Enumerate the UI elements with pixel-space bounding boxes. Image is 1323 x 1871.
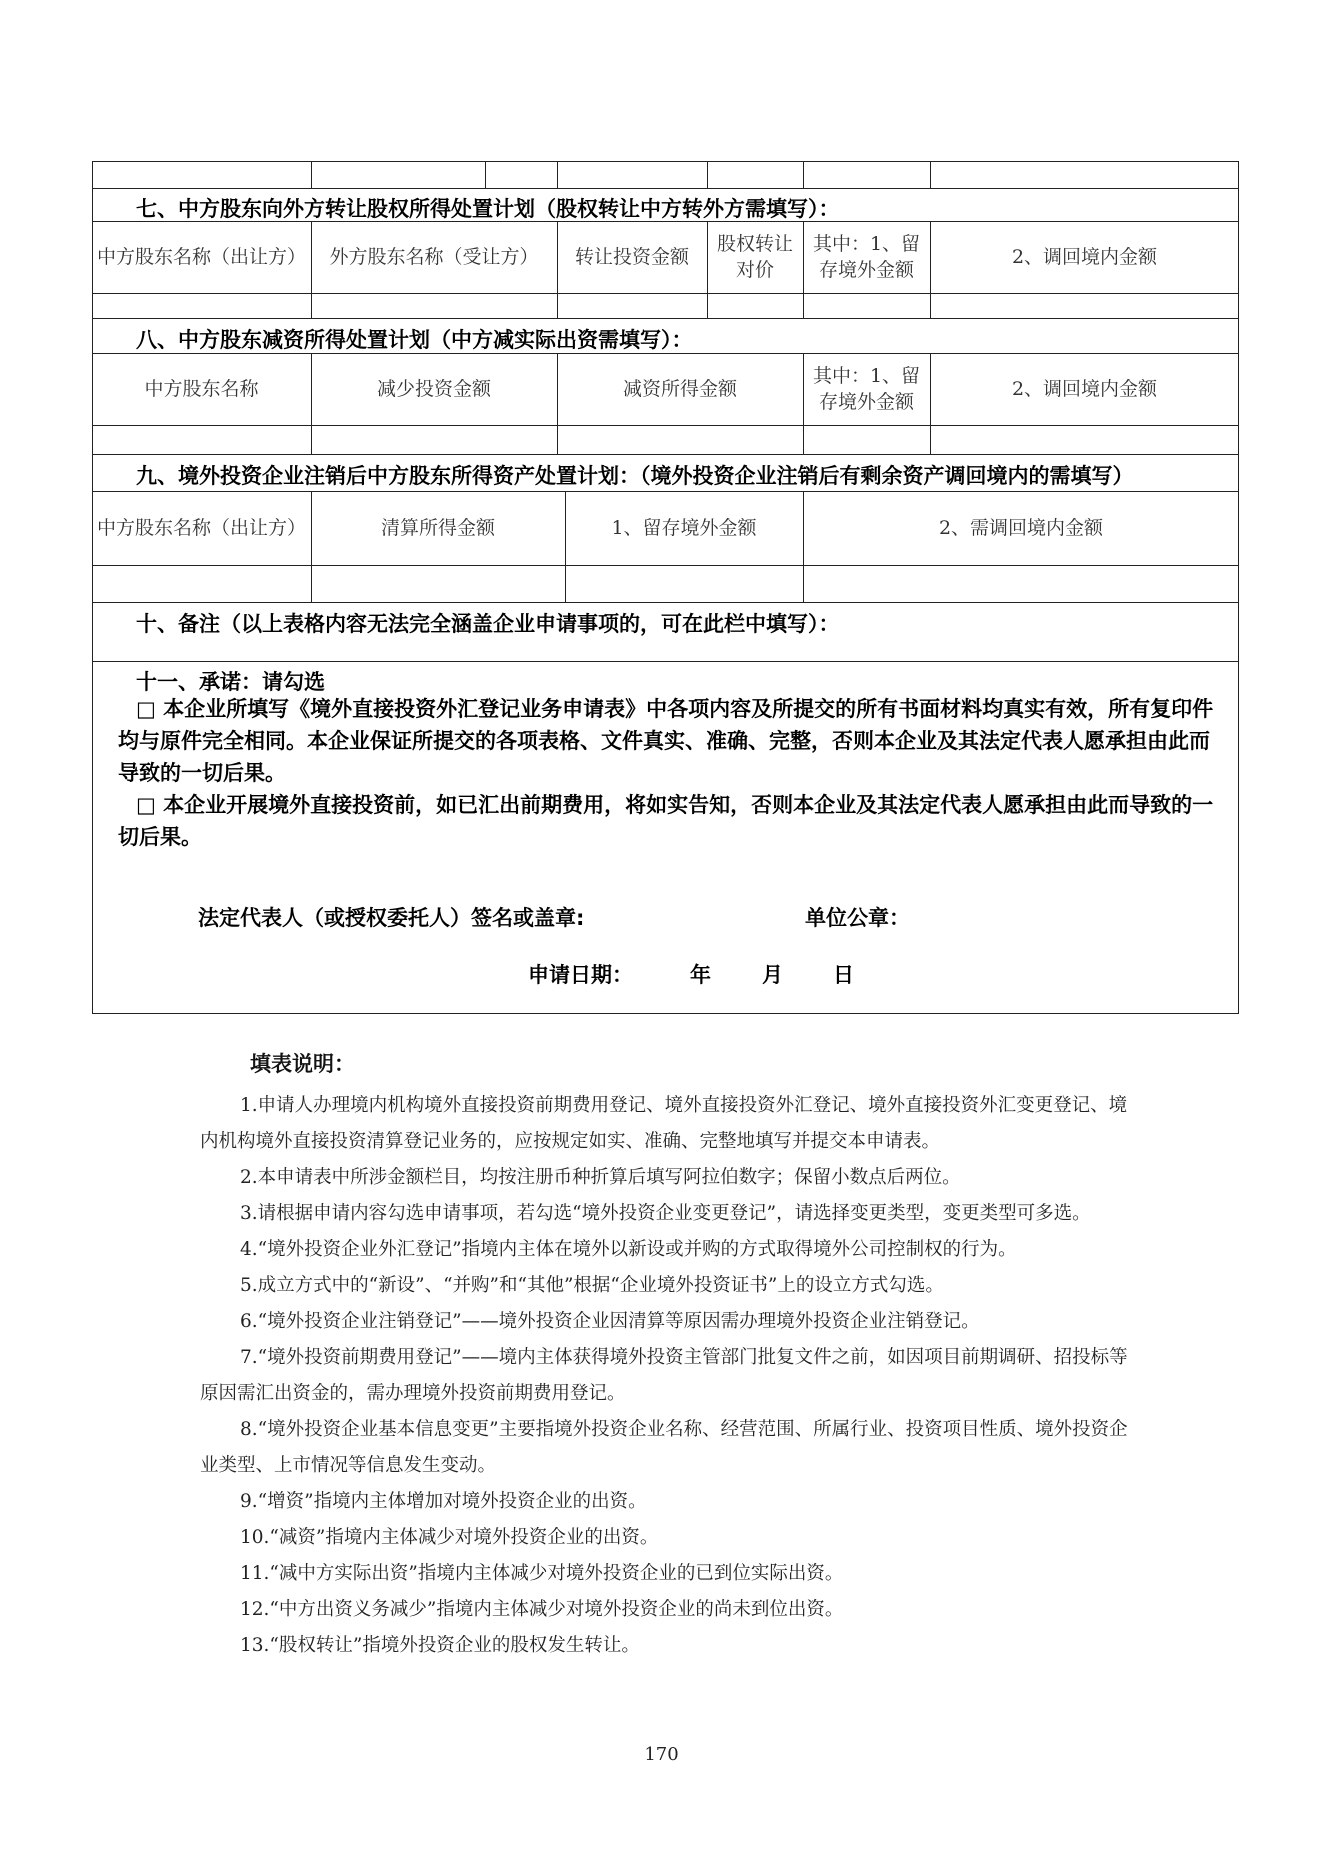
- divider: [92, 454, 1239, 455]
- date-year: 年: [690, 963, 711, 987]
- col-cn-shareholder: 中方股东名称（出让方）: [96, 517, 306, 539]
- col-retain-abroad: 其中：1、留存境外金额: [812, 233, 921, 281]
- notes-list: [200, 1088, 1140, 1664]
- divider: [92, 188, 1239, 189]
- date-day: 日: [833, 963, 854, 987]
- note-item: 11.“减中方实际出资”指境内主体减少对境外投资企业的已到位实际出资。: [240, 1563, 844, 1584]
- col-return-domestic: 2、调回境内金额: [1011, 246, 1158, 268]
- note-item: 2.本申请表中所涉金额栏目，均按注册币种折算后填写阿拉伯数字；保留小数点后两位。: [240, 1167, 961, 1188]
- section11-heading: 十一、承诺：请勾选: [136, 670, 325, 694]
- divider: [707, 161, 708, 188]
- page-number: 170: [644, 1744, 679, 1765]
- date-label: 申请日期：: [528, 963, 633, 987]
- divider: [803, 161, 804, 188]
- note-item: 6.“境外投资企业注销登记”——境外投资企业因清算等原因需办理境外投资企业注销登记。: [240, 1311, 980, 1332]
- divider: [92, 293, 1239, 294]
- divider: [930, 161, 931, 188]
- note-item: 5.成立方式中的“新设”、“并购”和“其他”根据“企业境外投资证书”上的设立方式勾选。: [240, 1275, 944, 1296]
- col-transfer-price: 股权转让对价: [716, 233, 793, 281]
- divider: [311, 161, 312, 188]
- note-item: 7.“境外投资前期费用登记”——境内主体获得境外投资主管部门批复文件之前，如因项目前期调研、招投标等原因需汇出资金的，需办理境外投资前期费用登记。: [200, 1347, 1128, 1404]
- note-item: 12.“中方出资义务减少”指境内主体减少对境外投资企业的尚未到位出资。: [240, 1599, 844, 1620]
- divider: [92, 661, 1239, 662]
- col-transfer-amount: 转让投资金额: [574, 246, 689, 268]
- divider: [92, 318, 1239, 319]
- section8-heading: 八、中方股东减资所得处置计划（中方减实际出资需填写）：: [136, 328, 693, 352]
- divider: [557, 161, 558, 188]
- section7-heading: 七、中方股东向外方转让股权所得处置计划（股权转让中方转外方需填写）：: [136, 197, 840, 221]
- section10-heading: 十、备注（以上表格内容无法完全涵盖企业申请事项的，可在此栏中填写）：: [136, 612, 840, 636]
- col-retain-abroad: 其中：1、留存境外金额: [812, 365, 921, 413]
- note-item: 9.“增资”指境内主体增加对境外投资企业的出资。: [240, 1491, 647, 1512]
- col-return-domestic: 2、需调回境内金额: [938, 517, 1104, 539]
- divider: [92, 602, 1239, 603]
- col-return-domestic: 2、调回境内金额: [1011, 378, 1158, 400]
- notes-title: 填表说明：: [250, 1052, 355, 1076]
- note-item: 1.申请人办理境内机构境外直接投资前期费用登记、境外直接投资外汇登记、境外直接投资外汇变更登记、境内机构境外直接投资清算登记业务的，应按规定如实、准确、完整地填写并提交本申请表。: [200, 1095, 1128, 1152]
- col-reduce-proceeds: 减资所得金额: [622, 378, 737, 400]
- col-liquidation-proceeds: 清算所得金额: [380, 517, 495, 539]
- col-cn-shareholder: 中方股东名称: [144, 378, 259, 400]
- date-month: 月: [762, 963, 783, 987]
- col-foreign-shareholder: 外方股东名称（受让方）: [329, 246, 539, 268]
- note-item: 13.“股权转让”指境外投资企业的股权发生转让。: [240, 1635, 640, 1656]
- note-item: 3.请根据申请内容勾选申请事项，若勾选“境外投资企业变更登记”，请选择变更类型，变更类型可多选。: [240, 1203, 1091, 1224]
- signature-label: 法定代表人（或授权委托人）签名或盖章:: [198, 906, 585, 930]
- divider: [485, 161, 486, 188]
- divider: [92, 425, 1239, 426]
- commitment-checkbox-1[interactable]: □ 本企业所填写《境外直接投资外汇登记业务申请表》中各项内容及所提交的所有书面材料均真实有效，所有复印件均与原件完全相同。本企业保证所提交的各项表格、文件真实、准确、完整，否则本企业及其法定代表人愿承担由此而导致的一切后果。: [118, 697, 1214, 785]
- col-reduce-amount: 减少投资金额: [376, 378, 491, 400]
- commitment-checkbox-2[interactable]: □ 本企业开展境外直接投资前，如已汇出前期费用，将如实告知，否则本企业及其法定代表人愿承担由此而导致的一切后果。: [118, 793, 1214, 849]
- section9-heading: 九、境外投资企业注销后中方股东所得资产处置计划：（境外投资企业注销后有剩余资产调回境内的需填写）: [136, 464, 1134, 488]
- seal-label: 单位公章：: [805, 906, 910, 930]
- note-item: 4.“境外投资企业外汇登记”指境内主体在境外以新设或并购的方式取得境外公司控制权的行为。: [240, 1239, 1017, 1260]
- col-cn-shareholder: 中方股东名称（出让方）: [96, 246, 306, 268]
- note-item: 10.“减资”指境内主体减少对境外投资企业的出资。: [240, 1527, 659, 1548]
- note-item: 8.“境外投资企业基本信息变更”主要指境外投资企业名称、经营范围、所属行业、投资项目性质、境外投资企业类型、上市情况等信息发生变动。: [200, 1419, 1128, 1476]
- divider: [92, 565, 1239, 566]
- col-retain-abroad: 1、留存境外金额: [611, 517, 757, 539]
